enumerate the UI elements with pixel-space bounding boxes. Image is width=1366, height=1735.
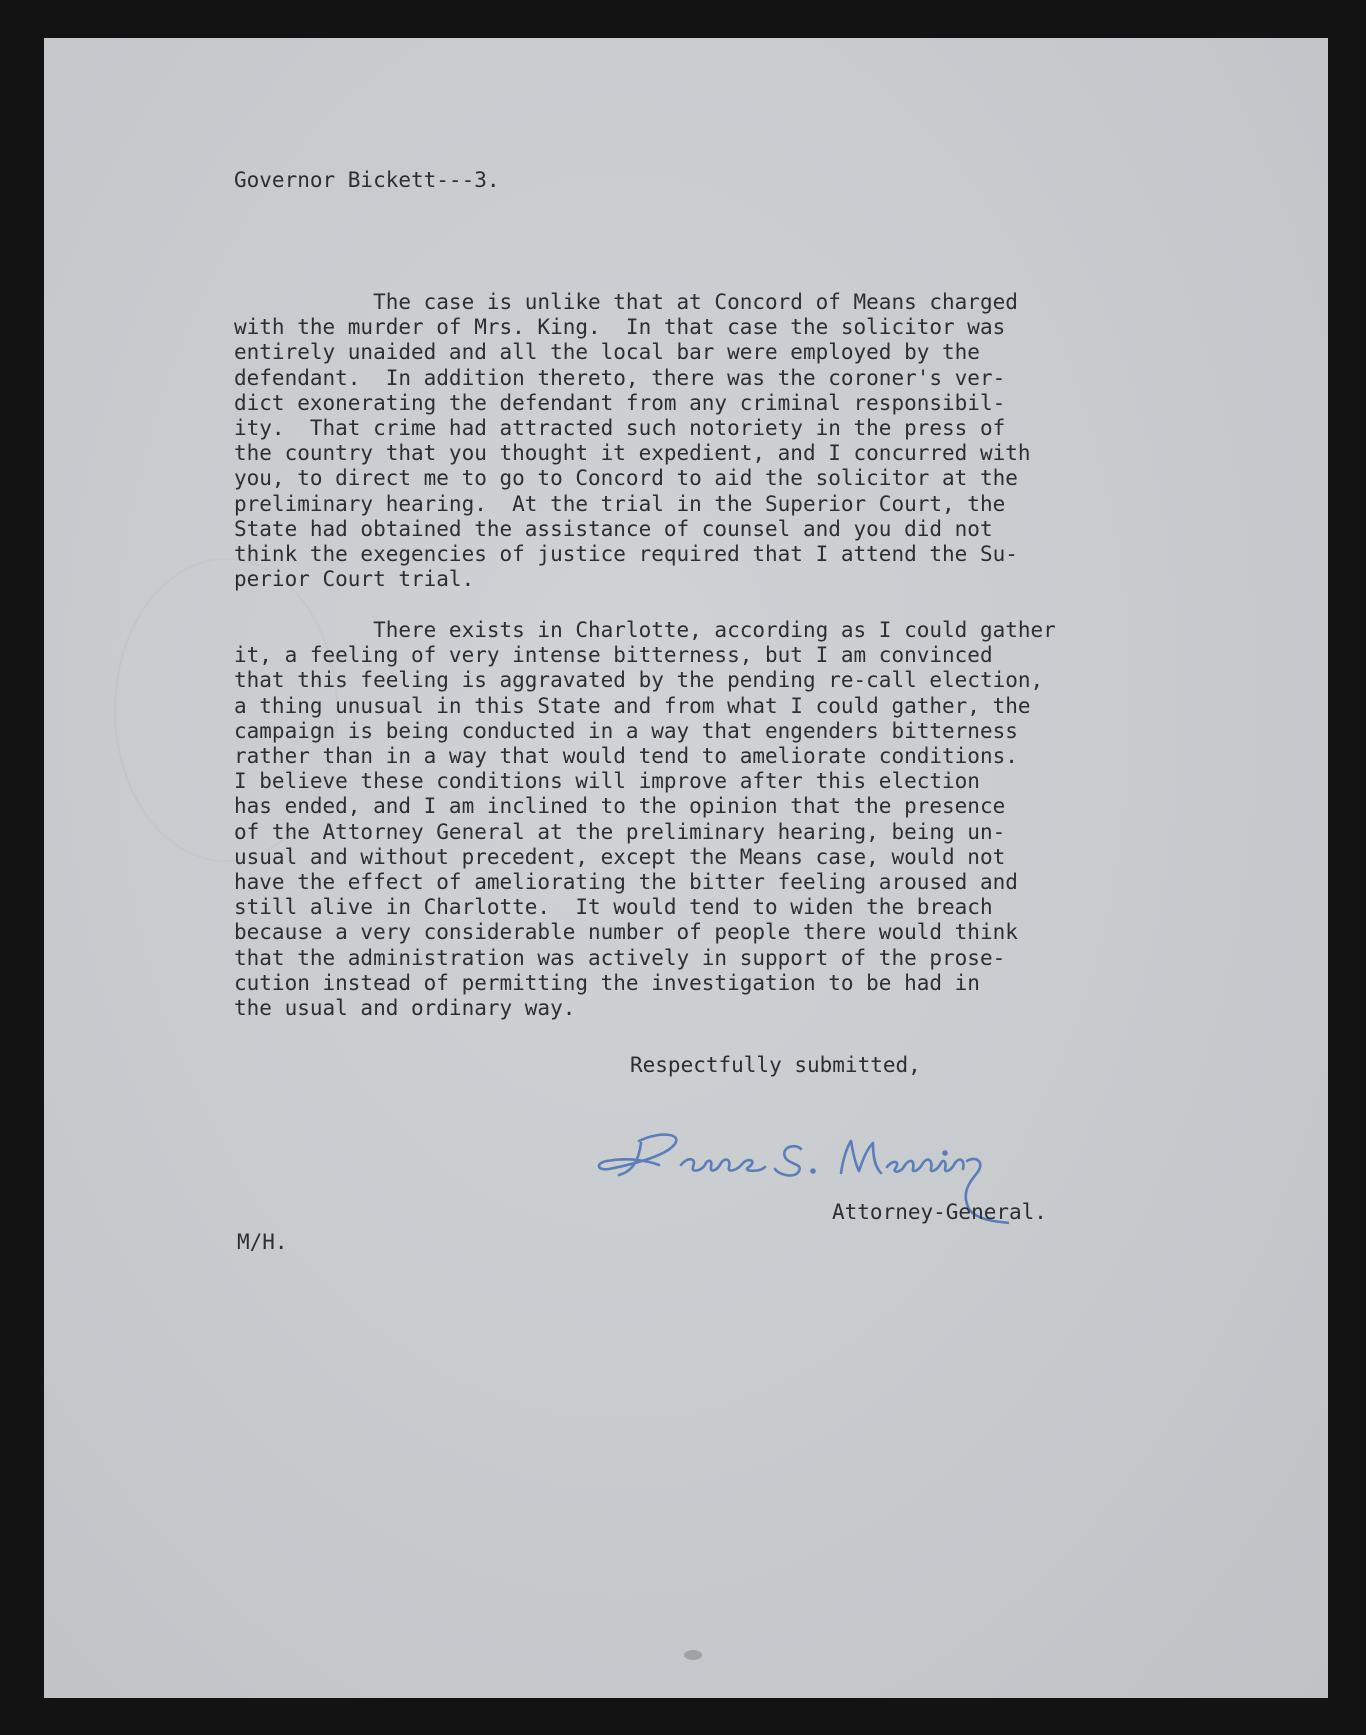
letter-page <box>44 38 1328 1698</box>
typist-initials: M/H. <box>237 1230 288 1254</box>
paragraph-2: There exists in Charlotte, according as I could gather it, a feeling of very intense bitterness, but I am convinced that this feeling is aggravated by the pending re-call election, a thing unusual in this State and from what I could gather, the campaign is being conducted in a way that engenders bitterness rather than in a way that would tend to ameliorate conditions. I believe these conditions will improve after this election has ended, and I am inclined to the opinion that the presence of the Attorney General at the preliminary hearing, being un- usual and without precedent, except the Means case, would not have the effect of ameliorating the bitter feeling aroused and still alive in Charlotte. It would tend to widen the breach because a very considerable number of people there would think that the administration was actively in support of the prose- cution instead of permitting the investigation to be had in the usual and ordinary way. <box>234 618 1056 1021</box>
signer-title: Attorney-General. <box>832 1200 1047 1224</box>
ink-smudge <box>684 1650 702 1660</box>
page-header: Governor Bickett---3. <box>234 168 500 192</box>
paragraph-1: The case is unlike that at Concord of Means charged with the murder of Mrs. King. In that case the solicitor was entirely unaided and all the local bar were employed by the defendant. In addition thereto, there was the coroner's ver- dict exonerating the defendant from any criminal responsibil- ity. That crime had attracted such notoriety in the press of the country that you thought it expedient, and I concurred with you, to direct me to go to Concord to aid the solicitor at the preliminary hearing. At the trial in the Superior Court, the State had obtained the assistance of counsel and you did not think the exegencies of justice required that I attend the Su- perior Court trial. <box>234 290 1031 592</box>
closing-line: Respectfully submitted, <box>630 1053 921 1077</box>
